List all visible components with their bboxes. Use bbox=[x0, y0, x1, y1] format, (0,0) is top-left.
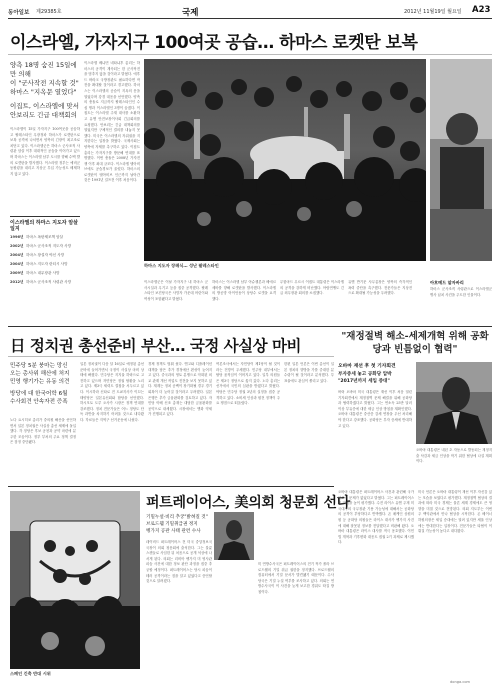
story1-body-col3: 이스라엘군은 이날 가자지구 내 하마스 군사시설과 무기고 등을 집중 공격했다. 팔레스타인 보건당국은 사망자 가운데 어린이와 여성이 포함됐다고 밝혔다. bbox=[144, 280, 208, 301]
obama-photo bbox=[416, 362, 492, 444]
story1-body-col6: 유엔 반기문 사무총장은 양측의 즉각적인 폭력 중단을 촉구했다. 전문가들은 지상전으로 확대될 가능성을 우려했다. bbox=[348, 280, 412, 296]
deck-line: 안보리도 긴급 대책회의 bbox=[10, 111, 77, 119]
profile-photo bbox=[430, 59, 492, 261]
deck-line: 방당에 대 한국어학 6월 bbox=[10, 391, 68, 397]
deck-line: 민주당 5분 붕마는 망신 bbox=[10, 363, 68, 369]
paper-name: 동아일보 bbox=[8, 10, 30, 16]
story1-deck bbox=[10, 61, 80, 120]
lower-right-col2: 미국 언론은 오바마 대통령이 재선 이후 자신감 있는 모습을 보였다고 평가했다. 재정절벽 협상의 결과에 따라 미국 경제는 물론 세계 경제에도 큰 영향을 미칠 것으로 전망된다. 의회 지도부는 이번 주 백악관에서 만나 협상을 시작한다. 존 베이너 하원의장은 세입 증대에는 열려 있지만 세율 인상에는 반대한다는 입장이다. 전문가들은 타협이 이뤄질 가능성이 높다고 내다봤다. bbox=[418, 490, 492, 534]
caption-title: 하마스 지도자 장례식… 성난 팔레스타인 bbox=[144, 263, 219, 268]
story2-body-col4: 여론조사에서는 자민당이 제1당이 될 것이라는 전망이 우세했다. 민주당 내부에서는 탈당 움직임이 이어지고 있다. 일부 의원들은 제3극 정당으로 옮겨 갔다. 노다 총리는 선거에서 국민의 심판을 받겠다고 밝혔다. 야당은 민주당 정권 3년의 실정을 집중 공격하고 있다. 소비세 인상과 원전 정책이 주요 쟁점으로 떠올랐다. bbox=[216, 362, 280, 406]
timeline-item bbox=[10, 271, 80, 276]
timeline-text: 하마스 폭탄제조책 암살 bbox=[26, 235, 63, 239]
timeline-item bbox=[10, 235, 80, 240]
petraeus-photo bbox=[214, 512, 254, 560]
issue-number: 제29385호 bbox=[36, 9, 62, 15]
obama-sidebar-deck bbox=[338, 372, 412, 385]
obama-sidebar bbox=[338, 362, 492, 482]
timeline-list bbox=[10, 235, 80, 285]
obama-sidebar-body-2: 오바마 대통령은 내년 초 자동으로 발동되는 재정지출 삭감과 세금 인상을 막기 위한 협상에 나설 계획이다. bbox=[416, 448, 492, 464]
timeline-year: 1996년 bbox=[10, 235, 24, 239]
profile-image bbox=[430, 59, 492, 261]
timeline-text: 하마스 창설자 야신 사망 bbox=[26, 252, 65, 257]
page-number: A23 bbox=[472, 5, 491, 15]
timeline-text: 하마스 군사조직 사령관 사망 bbox=[26, 279, 72, 284]
protest-image bbox=[10, 491, 140, 669]
deck-line: 수사회견 안속자전 증폭 bbox=[10, 399, 68, 405]
story3-body-col1: 데이비드 퍼트레이어스 전 미국 중앙정보국 국장이 의회 청문회에 출석한다. 그는 불륜 스캔들로 사임한 뒤 처음으로 공개 석상에 나서게 된다. 의회는 리비아 벵가지 미 영사관 피습 사건에 대한 정보 판단 과정을 집중 추궁할 예정이다. 퍼트레이어스는 당시 피습이 테러 공격이라는 점을 알고 있었다고 증언할 것으로 알려졌다. bbox=[146, 540, 212, 584]
deck-line: 이 "군사작전 지속할 것" bbox=[10, 79, 79, 87]
obama-quote: "재정절벽 해소-세제개혁 위해 공화당과 빈틈없이 협력" bbox=[341, 331, 489, 355]
timeline-year: 2012년 bbox=[10, 279, 24, 284]
timeline-year: 2004년 bbox=[10, 261, 24, 266]
deck-line: "2017년까지 세입 증대" bbox=[338, 378, 390, 384]
timeline-item bbox=[10, 280, 80, 285]
section-divider-2 bbox=[8, 486, 334, 487]
story2-rule bbox=[8, 356, 334, 357]
story1-headline: 이스라엘, 가자지구 100여곳 공습… 하마스 로켓탄 보복 bbox=[10, 33, 418, 53]
timeline-title: 이스라엘의 하마스 지도자 암살 일지 bbox=[10, 220, 79, 232]
obama-image bbox=[416, 362, 492, 444]
story3-deck bbox=[146, 514, 212, 535]
story1-body-col5: 무함마드 무르시 이집트 대통령은 이스라엘의 공격을 강하게 비난했다. 아랍연맹도 긴급 외무장관 회의를 소집했다. bbox=[280, 280, 344, 296]
timeline-year: 2004년 bbox=[10, 252, 24, 257]
petraeus-image bbox=[214, 512, 254, 560]
story1-body-col4: 하마스는 이스라엘 남부 아슈켈론과 베에르셰바를 향해 로켓탄을 발사했다. 이스라엘의 방공망 아이언돔이 상당수 로켓을 요격했다. bbox=[212, 280, 276, 301]
story2-body-col2: 일본 정치권이 다음 달 16일로 예정된 총선 준비에 들어가면서 국정이 사실상 마비 상태에 빠졌다. 민주당은 지지율 하락으로 고전하고 있으며 자민당은 정권 탈환을 노리고 있다. 제3극 세력도 결집을 서두르고 있다. 이시하라 신타로 전 도쿄지사가 이끄는 태양당은 일본유신회와 합당을 선언했다. 하시모토 도루 오사카 시장은 정책 연대를 강조했다. 정치 전문가들은 어느 정당도 단독 과반을 차지하기 어려울 것으로 내다봤다. 각료들은 지역구 선거운동에 나섰다. bbox=[80, 362, 144, 422]
protest-photo-caption bbox=[10, 671, 210, 679]
story2-headline: 日 정치권 총선준비 부산… 국정 사실상 마비 bbox=[10, 337, 301, 355]
assassination-timeline-box bbox=[10, 216, 80, 320]
section-label: 국제 bbox=[182, 8, 199, 18]
byline: donga.com bbox=[450, 680, 471, 684]
deck-line: 양측 18명 숨진 15일에만 의해 bbox=[10, 61, 77, 78]
timeline-item bbox=[10, 244, 80, 249]
funeral-photo bbox=[144, 59, 426, 261]
story1-body-col2: 이스라엘 베냐민 네타냐후 총리는 하마스의 공격이 계속되는 한 군사작전을 멈추지 않을 것이라고 밝혔다. 에후드 바라크 국방장관도 필요하다면 작전을 확대할 것이라고 경고했다. 하마스는 이스라엘의 공습이 지옥의 문을 열었다며 강경 대응을 선언했다. 양측의 충돌로 지금까지 팔레스타인인 수십 명과 이스라엘인 3명이 숨졌다. 이집트는 이스라엘 주재 대사를 소환하고 유엔 안전보장이사회 긴급회의를 요청했다. 안보리는 긴급 대책회의를 열었지만 구체적인 결의를 내놓지 못했다. 미국은 이스라엘의 자위권을 지지한다는 입장을 밝혔다. 국제사회는 양측에 자제를 촉구하고 있다. 이집트 총리는 가자지구를 방문해 연대를 표명했다. 이번 충돌은 2008년 가자전쟁 이후 최대 규모다. 이스라엘 텔아비브에도 공습경보가 울렸다. 하마스의 로켓탄이 텔아비브 인근까지 날아간 것은 1991년 걸프전 이후 처음이다. bbox=[84, 61, 140, 183]
timeline-item bbox=[10, 253, 80, 258]
story1-rule bbox=[8, 54, 492, 55]
masthead-bar bbox=[8, 4, 492, 18]
lower-right-col1: 오바마 대통령은 퍼트레이어스 사건과 관련해 국가 안보에 문제가 없었다고 밝혔다. 그는 퍼트레이어스의 업적을 높이 평가했다. 수전 라이스 유엔 주재 미국대사의 국무장관 기용 가능성에 대해서는 공화당의 공격이 부당하다고 반박했다. 존 매케인 상원의원 등 공화당 의원들은 라이스 대사가 벵가지 사건에 대해 잘못된 정보를 전달했다고 비판해 왔다. 오바마 대통령은 라이스 대사를 적극 옹호했다. 이민법 개혁과 기후변화 대응도 집권 2기 과제로 제시했다. bbox=[338, 490, 414, 545]
caption-title: 스페인 긴축 반대 시위 bbox=[10, 671, 51, 676]
timeline-text: 하마스 지도자 란티시 사망 bbox=[26, 261, 68, 266]
crowd-image bbox=[144, 59, 426, 261]
section-divider-1 bbox=[8, 326, 492, 327]
masthead-rule bbox=[8, 18, 492, 19]
deck-line: 기밀누설·비리 추궁"밝혀질 것" bbox=[146, 515, 208, 520]
deck-line: 하마스 "지옥문 열었다" bbox=[10, 88, 77, 96]
right-profile-box bbox=[430, 280, 492, 322]
funeral-photo-caption bbox=[144, 263, 486, 275]
timeline-text: 하마스 내무장관 사망 bbox=[26, 270, 60, 275]
obama-sidebar-title: 오바마 재선 후 첫 기자회견 bbox=[338, 364, 396, 369]
protest-photo bbox=[10, 491, 140, 669]
timeline-year: 2009년 bbox=[10, 270, 24, 275]
story2-body-col5: 한편 일본 언론은 이번 총선이 일본 정치의 향방을 가를 중대한 분수령이 될 것이라고 분석했다. 투표율에도 관심이 쏠리고 있다. bbox=[284, 362, 334, 383]
obama-sidebar-body: 버락 오바마 미국 대통령은 재선 이후 처음 열린 기자회견에서 재정절벽 문제 해결을 위해 공화당과 협력하겠다고 밝혔다. 그는 연소득 25만 달러 이상 부유층에 대한 세금 인상 방침을 재확인했다. 오바마 대통령은 중산층 감세 연장을 우선 처리해야 한다고 강조했다. 공화당은 부자 증세에 반대하고 있다. bbox=[338, 390, 412, 428]
deck-line: 민영 행기가는 유동 의견 bbox=[10, 379, 70, 385]
profile-title: 아흐메드 알자바리 bbox=[430, 280, 464, 285]
deck-line: 이집트, 이스라엘에 맞서 bbox=[10, 102, 79, 110]
story1-body-col1: 이스라엘이 15일 가자지구 100여곳을 공습하고 팔레스타인 무장정파 하마스가 로켓탄으로 보복 공격에 나서면서 양측의 긴장이 최고조로 치닫고 있다. 이스라엘군은 하마스 군사조직 사령관 암살 이후 대대적인 공습을 이어가고 있으며 하마스는 이스라엘 남부 도시를 향해 수백 발의 로켓탄을 발사했다. 이스라엘 정부는 예비군 동원령을 내리고 지상군 투입 가능성도 배제하지 않고 있다. bbox=[10, 127, 80, 176]
story3-body-col2: 미 연방수사국은 퍼트레이어스의 전기 작가 폴라 브로드웰의 기밀 취급 권한을 정지했다. 브로드웰의 컴퓨터에서 기밀 문서가 발견됐기 때문이다. 수사 당국은 기밀 누설 여부를 조사하고 있다. 의회는 연방수사국이 이 사건을 늦게 보고한 경위도 따질 방침이다. bbox=[258, 562, 334, 594]
deck-line: 부자증세 놓고 공화당 압박 bbox=[338, 372, 392, 377]
deck-line: 벵가지 공관 사태 관련 수사 bbox=[146, 529, 201, 534]
timeline-year: 2002년 bbox=[10, 243, 24, 248]
issue-date: 2012년 11월19일 월요일 bbox=[404, 9, 462, 15]
story3-headline: 퍼트레이어스, 美의회 청문회 선다 bbox=[146, 495, 350, 511]
timeline-text: 하마스 군사조직 지도자 사망 bbox=[26, 243, 72, 248]
story2-body-col3: 경제 정책도 멈춰 섰다. 엔고와 디플레이션 대책을 담은 추가 경정예산 편성이 늦어지고 있다. 중국과의 영토 분쟁으로 악화된 외교 관계 개선 작업도 진전을 보지 못하고 있다. 재계는 정치 공백이 장기화될 경우 경기 회복이 더 늦어질 것이라고 우려했다. 일본은행은 추가 금융완화를 검토하고 있다. 자민당 아베 신조 총재는 대담한 금융완화를 공약으로 내세웠다. 시장에서는 엔화 약세가 진행되고 있다. bbox=[148, 362, 212, 417]
deck-line: 오는 총사위 해산에 처지 bbox=[10, 371, 70, 377]
story2-deck bbox=[10, 362, 76, 406]
deck-line: 브로드웰 기밀취급권 정지 bbox=[146, 522, 198, 527]
timeline-item bbox=[10, 262, 80, 267]
profile-body: 하마스 군사조직 사령관으로 이스라엘군 병사 납치 사건을 주도한 인물이다. bbox=[430, 287, 492, 297]
story2-body-col1: 노다 요시히코 총리가 중의원 해산을 선언하면서 일본 정치권은 사실상 총선 체제에 돌입했다. 각 정당은 후보 공천과 공약 마련에 분주한 모습이다. 정부 부처의 주요 정책 결정은 잠정 중단됐다. bbox=[10, 418, 76, 445]
